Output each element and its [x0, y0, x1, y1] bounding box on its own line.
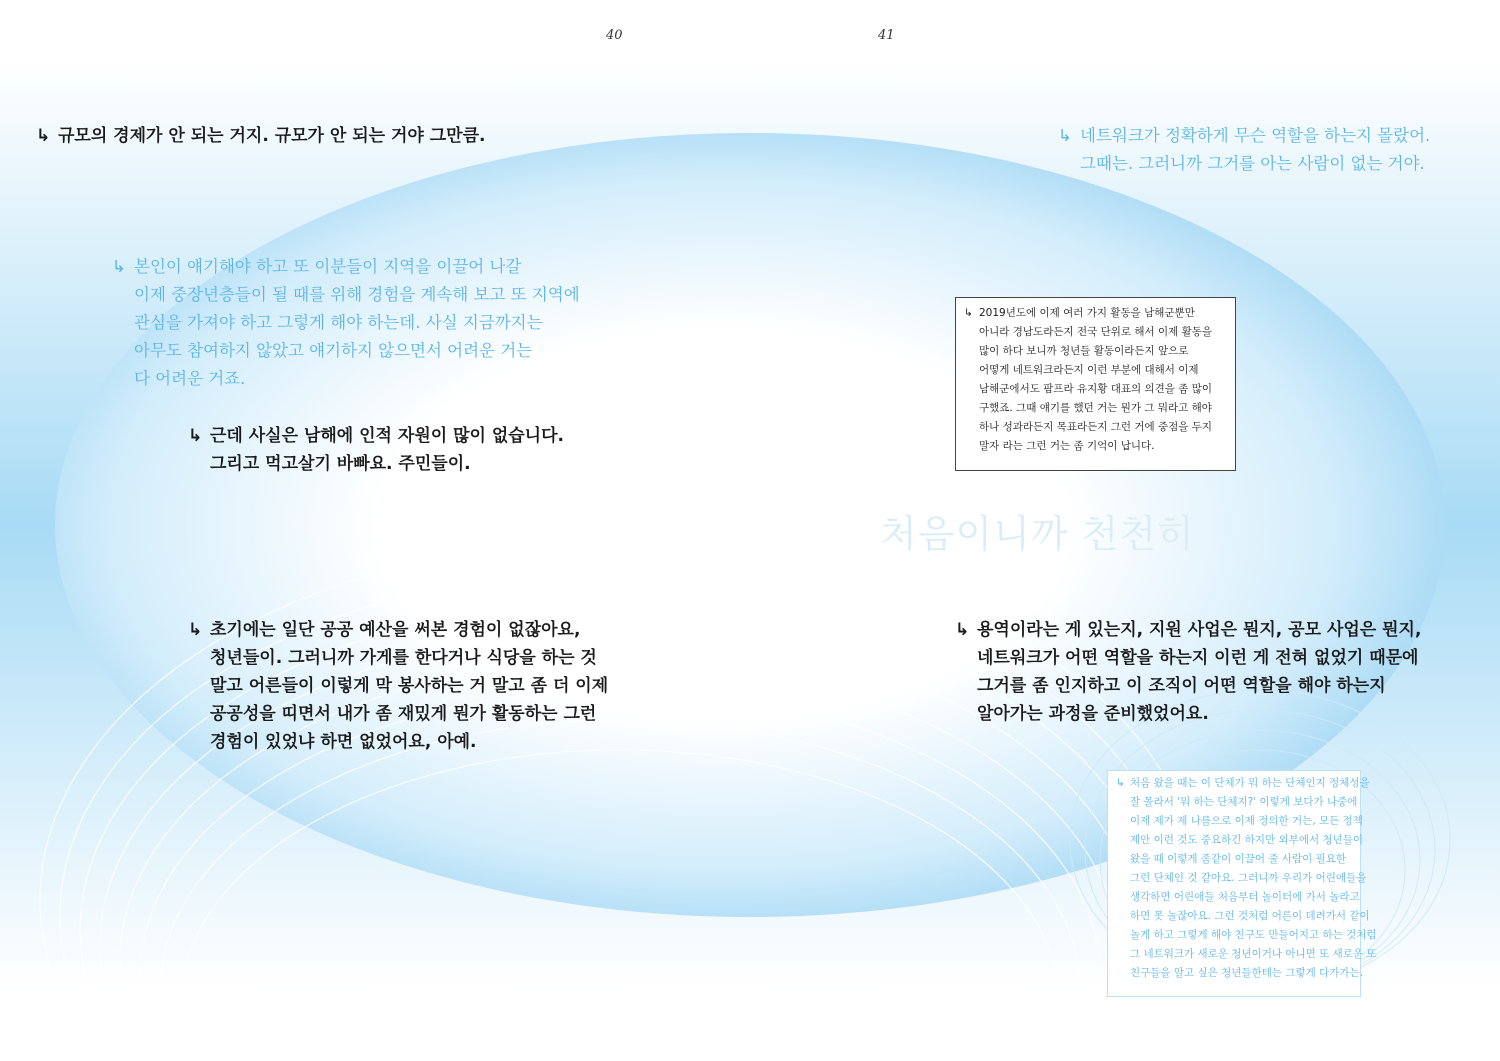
arrow-icon: ↳: [1116, 777, 1125, 789]
quote-line: 잘 몰라서 '뭐 하는 단체지?' 이렇게 보다가 나중에: [1130, 796, 1358, 808]
quote-top-left: [36, 122, 485, 150]
quote-box-blue: [1107, 770, 1377, 997]
quote-line: 관심을 가져야 하고 그렇게 해야 하는데. 사실 지금까지는: [134, 313, 543, 332]
quote-line: 구했죠. 그때 얘기를 했던 거는 뭔가 그 뭐라고 해야: [979, 402, 1212, 414]
section-heading: 처음이니까 천천히: [880, 512, 1195, 556]
arrow-icon: ↳: [1058, 126, 1072, 145]
arrow-icon: ↳: [112, 257, 126, 276]
quote-blue-left: [112, 253, 580, 393]
quote-line: 그런 단체인 것 같아요. 그러니까 우리가 어린애들을: [1130, 872, 1367, 884]
quote-line: 그리고 먹고살기 바빠요. 주민들이.: [210, 454, 471, 474]
quote-line: 본인이 얘기해야 하고 또 이분들이 지역을 이끌어 나갈: [134, 257, 522, 276]
quote-line: 근데 사실은 남해에 인적 자원이 많이 없습니다.: [210, 426, 564, 446]
quote-line: 알아가는 과정을 준비했었어요.: [977, 704, 1209, 724]
quote-line: 청년들이. 그러니까 가게를 한다거나 식당을 하는 것: [210, 648, 597, 668]
quote-line: 어떻게 네트워크라든지 이런 부분에 대해서 이제: [979, 364, 1199, 376]
quote-line: 많이 하다 보니까 청년들 활동이라든지 앞으로: [979, 345, 1189, 357]
quote-line: 아무도 참여하지 않았고 얘기하지 않으면서 어려운 거는: [134, 341, 533, 360]
quote-line: 놀게 하고 그렇게 해야 친구도 만들어지고 하는 것처럼: [1130, 929, 1377, 941]
quote-line: 말자 라는 그런 거는 좀 기억이 납니다.: [979, 440, 1155, 452]
quote-line: 말고 어른들이 이렇게 막 봉사하는 거 말고 좀 더 이제: [210, 676, 609, 696]
arrow-icon: ↳: [188, 620, 203, 640]
page-number-right: 41: [878, 28, 895, 43]
quote-line: 하나 성과라든지 목표라든지 그런 거에 중점을 두지: [979, 421, 1213, 433]
quote-line: 생각하면 어린애들 처음부터 놀이터에 가서 놀라고: [1130, 891, 1360, 903]
quote-line: 그 네트워크가 새로운 청년이거나 아니면 또 새로운 또: [1130, 948, 1377, 960]
quote-line: 이제 중장년층들이 될 때를 위해 경험을 계속해 보고 또 지역에: [134, 285, 580, 304]
quote-line: 이제 제가 제 나름으로 이제 정의한 거는, 모든 정책: [1130, 815, 1363, 827]
quote-line: 그거를 좀 인지하고 이 조직이 어떤 역할을 해야 하는지: [977, 676, 1386, 696]
quote-line: 공공성을 띠면서 내가 좀 재밌게 뭔가 활동하는 그런: [210, 704, 597, 724]
quote-box-black: [955, 297, 1236, 471]
arrow-icon: ↳: [188, 426, 203, 446]
quote-line: 규모의 경제가 안 되는 거지. 규모가 안 되는 거야 그만큼.: [58, 126, 486, 146]
quote-line: 친구들을 알고 싶은 청년들한테는 그렇게 다가가는.: [1130, 967, 1364, 979]
quote-mid-left: [188, 422, 564, 478]
quote-line: 용역이라는 게 있는지, 지원 사업은 뭔지, 공모 사업은 뭔지,: [977, 620, 1422, 640]
arrow-icon: ↳: [955, 620, 970, 640]
quote-line: 왔을 때 이렇게 좀같이 이끌어 줄 사람이 필요한: [1130, 853, 1347, 865]
arrow-icon: ↳: [36, 126, 51, 146]
quote-line: 2019년도에 이제 여러 가지 활동을 남해군뿐만: [979, 307, 1195, 319]
quote-line: 경험이 있었냐 하면 없었어요, 아예.: [210, 732, 477, 752]
quote-line: 초기에는 일단 공공 예산을 써본 경험이 없잖아요,: [210, 620, 581, 640]
page-number-left: 40: [606, 28, 623, 43]
quote-right-mid: [955, 616, 1421, 728]
quote-bottom-left: [188, 616, 608, 756]
quote-line: 그때는. 그러니까 그거를 아는 사람이 없는 거야.: [1080, 154, 1425, 173]
arrow-icon: ↳: [964, 307, 973, 319]
quote-top-right: [1058, 122, 1430, 178]
quote-line: 아니라 경남도라든지 전국 단위로 해서 이제 활동을: [979, 326, 1213, 338]
quote-line: 네트워크가 정확하게 무슨 역할을 하는지 몰랐어.: [1080, 126, 1431, 145]
quote-line: 다 어려운 거죠.: [134, 369, 246, 388]
quote-line: 네트워크가 어떤 역할을 하는지 이런 게 전혀 없었기 때문에: [977, 648, 1419, 668]
quote-line: 하면 못 놀잖아요. 그런 것처럼 어른이 데려가서 같이: [1130, 910, 1370, 922]
quote-line: 남해군에서도 팜프라 유지황 대표의 의견을 좀 많이: [979, 383, 1213, 395]
quote-line: 처음 왔을 때는 이 단체가 뭐 하는 단체인지 정체성을: [1130, 777, 1370, 789]
quote-line: 제안 이런 것도 중요하긴 하지만 외부에서 청년들이: [1130, 834, 1364, 846]
